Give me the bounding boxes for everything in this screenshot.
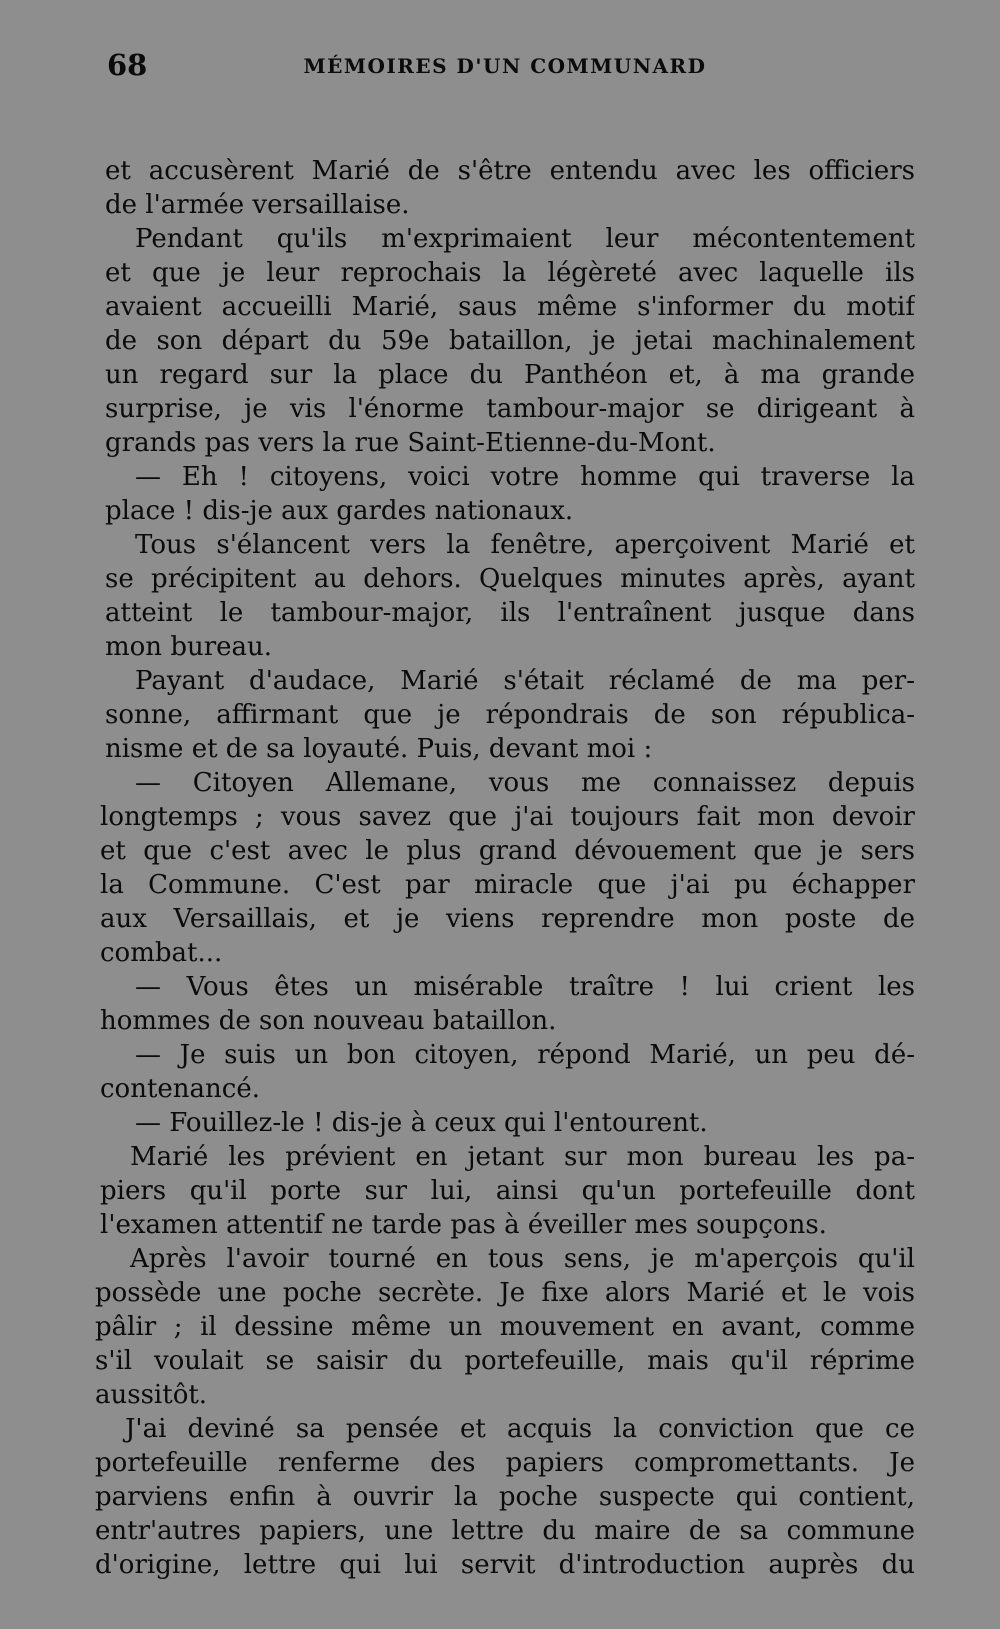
text-line: d'origine, lettre qui lui servit d'introduction auprès du [95,1550,915,1580]
text-line: J'ai deviné sa pensée et acquis la conviction que ce [125,1414,915,1444]
text-line: contenancé. [100,1074,260,1104]
text-line: parviens enfin à ouvrir la poche suspecte qui contient, [95,1482,915,1512]
text-line: portefeuille renferme des papiers compromettants. Je [95,1448,915,1478]
text-line: place ! dis-je aux gardes nationaux. [105,496,574,526]
text-line: de son départ du 59e bataillon, je jetai machinalement [105,326,915,356]
text-line: hommes de son nouveau bataillon. [100,1006,557,1036]
text-line: avaient accueilli Marié, saus même s'informer du motif [105,292,915,322]
text-line: mon bureau. [105,632,273,662]
text-line: aux Versaillais, et je viens reprendre mon poste de [100,904,915,934]
text-line: grands pas vers la rue Saint-Etienne-du-Mont. [105,428,716,458]
text-line: aussitôt. [95,1380,208,1410]
text-line: et que je leur reprochais la légèreté avec laquelle ils [105,258,915,288]
text-line: Payant d'audace, Marié s'était réclamé de ma per- [135,666,915,696]
text-line: Après l'avoir tourné en tous sens, je m'aperçois qu'il [130,1244,915,1274]
text-line: — Fouillez-le ! dis-je à ceux qui l'entourent. [135,1108,708,1138]
text-line: longtemps ; vous savez que j'ai toujours fait mon devoir [100,802,915,832]
text-line: Tous s'élancent vers la fenêtre, aperçoivent Marié et [135,530,915,560]
text-line: pâlir ; il dessine même un mouvement en avant, comme [95,1312,915,1342]
text-line: nisme et de sa loyauté. Puis, devant moi : [105,734,653,764]
text-line: possède une poche secrète. Je fixe alors Marié et le vois [95,1278,915,1308]
text-line: l'examen attentif ne tarde pas à éveiller mes soupçons. [100,1210,827,1240]
text-line: un regard sur la place du Panthéon et, à ma grande [105,360,915,390]
text-line: et accusèrent Marié de s'être entendu avec les officiers [105,156,915,186]
text-line: — Je suis un bon citoyen, répond Marié, un peu dé- [135,1040,915,1070]
page-number: 68 [107,48,148,82]
book-page [95,48,915,1582]
text-line: la Commune. C'est par miracle que j'ai pu échapper [100,870,915,900]
text-line: sonne, affirmant que je répondrais de son républica- [105,700,915,730]
text-line: se précipitent au dehors. Quelques minutes après, ayant [105,564,915,594]
text-line: atteint le tambour-major, ils l'entraînent jusque dans [105,598,915,628]
text-line: — Vous êtes un misérable traître ! lui crient les [135,972,915,1002]
page-header [95,48,915,88]
text-line: — Eh ! citoyens, voici votre homme qui traverse la [135,462,915,492]
text-line: de l'armée versaillaise. [105,190,410,220]
text-line: Pendant qu'ils m'exprimaient leur mécontentement [135,224,915,254]
text-line: piers qu'il porte sur lui, ainsi qu'un portefeuille dont [100,1176,915,1206]
text-line: surprise, je vis l'énorme tambour-major se dirigeant à [105,394,915,424]
text-line: combat... [100,938,223,968]
text-line: et que c'est avec le plus grand dévouement que je sers [100,836,915,866]
text-line: — Citoyen Allemane, vous me connaissez depuis [135,768,915,798]
body-text [95,154,915,1582]
running-title: MÉMOIRES D'UN COMMUNARD [303,54,707,78]
text-line: Marié les prévient en jetant sur mon bureau les pa- [130,1142,915,1172]
text-line: entr'autres papiers, une lettre du maire de sa commune [95,1516,915,1546]
text-line: s'il voulait se saisir du portefeuille, mais qu'il réprime [95,1346,915,1376]
